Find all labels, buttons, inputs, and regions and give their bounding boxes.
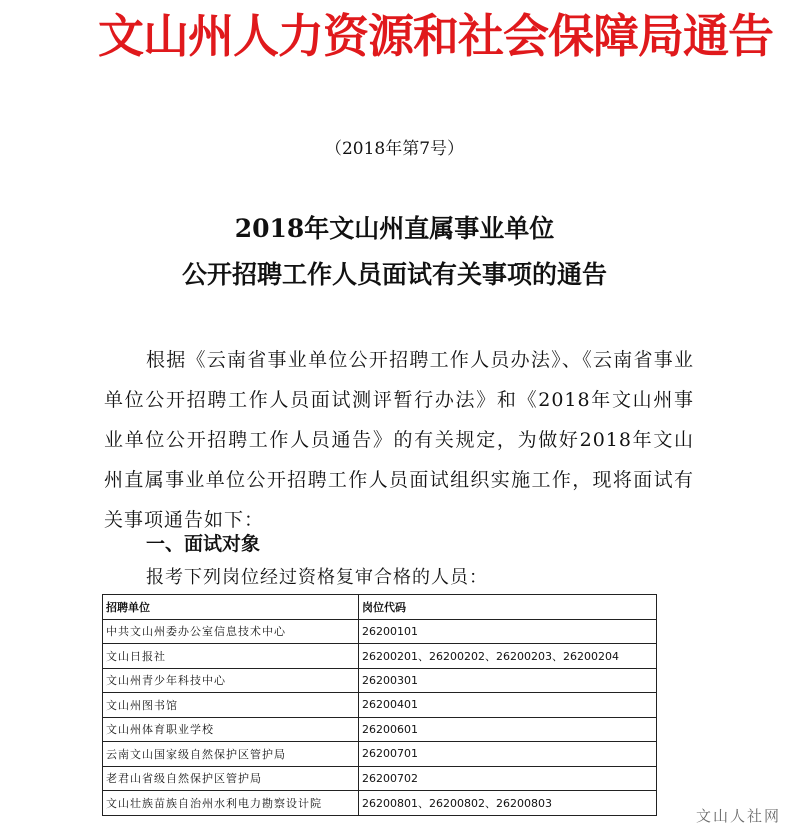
code-cell: 26200801、26200802、26200803 [359, 791, 657, 816]
table-row [103, 766, 657, 791]
section-heading: 一、面试对象 [146, 533, 261, 555]
table-row [103, 742, 657, 767]
issue-number: （2018年第7号） [324, 139, 465, 159]
table-row [103, 619, 657, 644]
unit-cell: 文山日报社 [103, 644, 359, 669]
unit-cell: 文山州图书馆 [103, 693, 359, 718]
document-title-line-1: 2018年文山州直属事业单位 [234, 214, 555, 243]
position-table [102, 594, 657, 816]
unit-cell: 文山州青少年科技中心 [103, 668, 359, 693]
table-row [103, 791, 657, 816]
unit-cell: 文山州体育职业学校 [103, 717, 359, 742]
table-row [103, 693, 657, 718]
unit-cell: 老君山省级自然保护区管护局 [103, 766, 359, 791]
masthead-title: 文山州人力资源和社会保障局通告 [98, 9, 773, 63]
code-cell: 26200301 [359, 668, 657, 693]
table-header-row [103, 595, 657, 620]
body-paragraph: 根据《云南省事业单位公开招聘工作人员办法》、《云南省事业单位公开招聘工作人员面试测评暂行办法》和《2018年文山州事业单位公开招聘工作人员通告》的有关规定，为做好2018年文山州直属事业单位公开招聘工作人员面试组织实施工作，现将面试有关事项通告如下： [104, 349, 694, 531]
code-cell: 26200601 [359, 717, 657, 742]
unit-cell: 文山壮族苗族自治州水利电力勘察设计院 [103, 791, 359, 816]
unit-cell: 中共文山州委办公室信息技术中心 [103, 619, 359, 644]
code-cell: 26200101 [359, 619, 657, 644]
unit-cell: 云南文山国家级自然保护区管护局 [103, 742, 359, 767]
table-row [103, 717, 657, 742]
document-title-line-2: 公开招聘工作人员面试有关事项的通告 [181, 260, 607, 289]
code-cell: 26200702 [359, 766, 657, 791]
code-cell: 26200201、26200202、26200203、26200204 [359, 644, 657, 669]
header-code: 岗位代码 [359, 595, 657, 620]
header-unit: 招聘单位 [103, 595, 359, 620]
site-watermark: 文山人社网 [695, 807, 781, 825]
code-cell: 26200701 [359, 742, 657, 767]
table-row [103, 668, 657, 693]
section-intro: 报考下列岗位经过资格复审合格的人员： [146, 567, 488, 588]
table-row [103, 644, 657, 669]
code-cell: 26200401 [359, 693, 657, 718]
